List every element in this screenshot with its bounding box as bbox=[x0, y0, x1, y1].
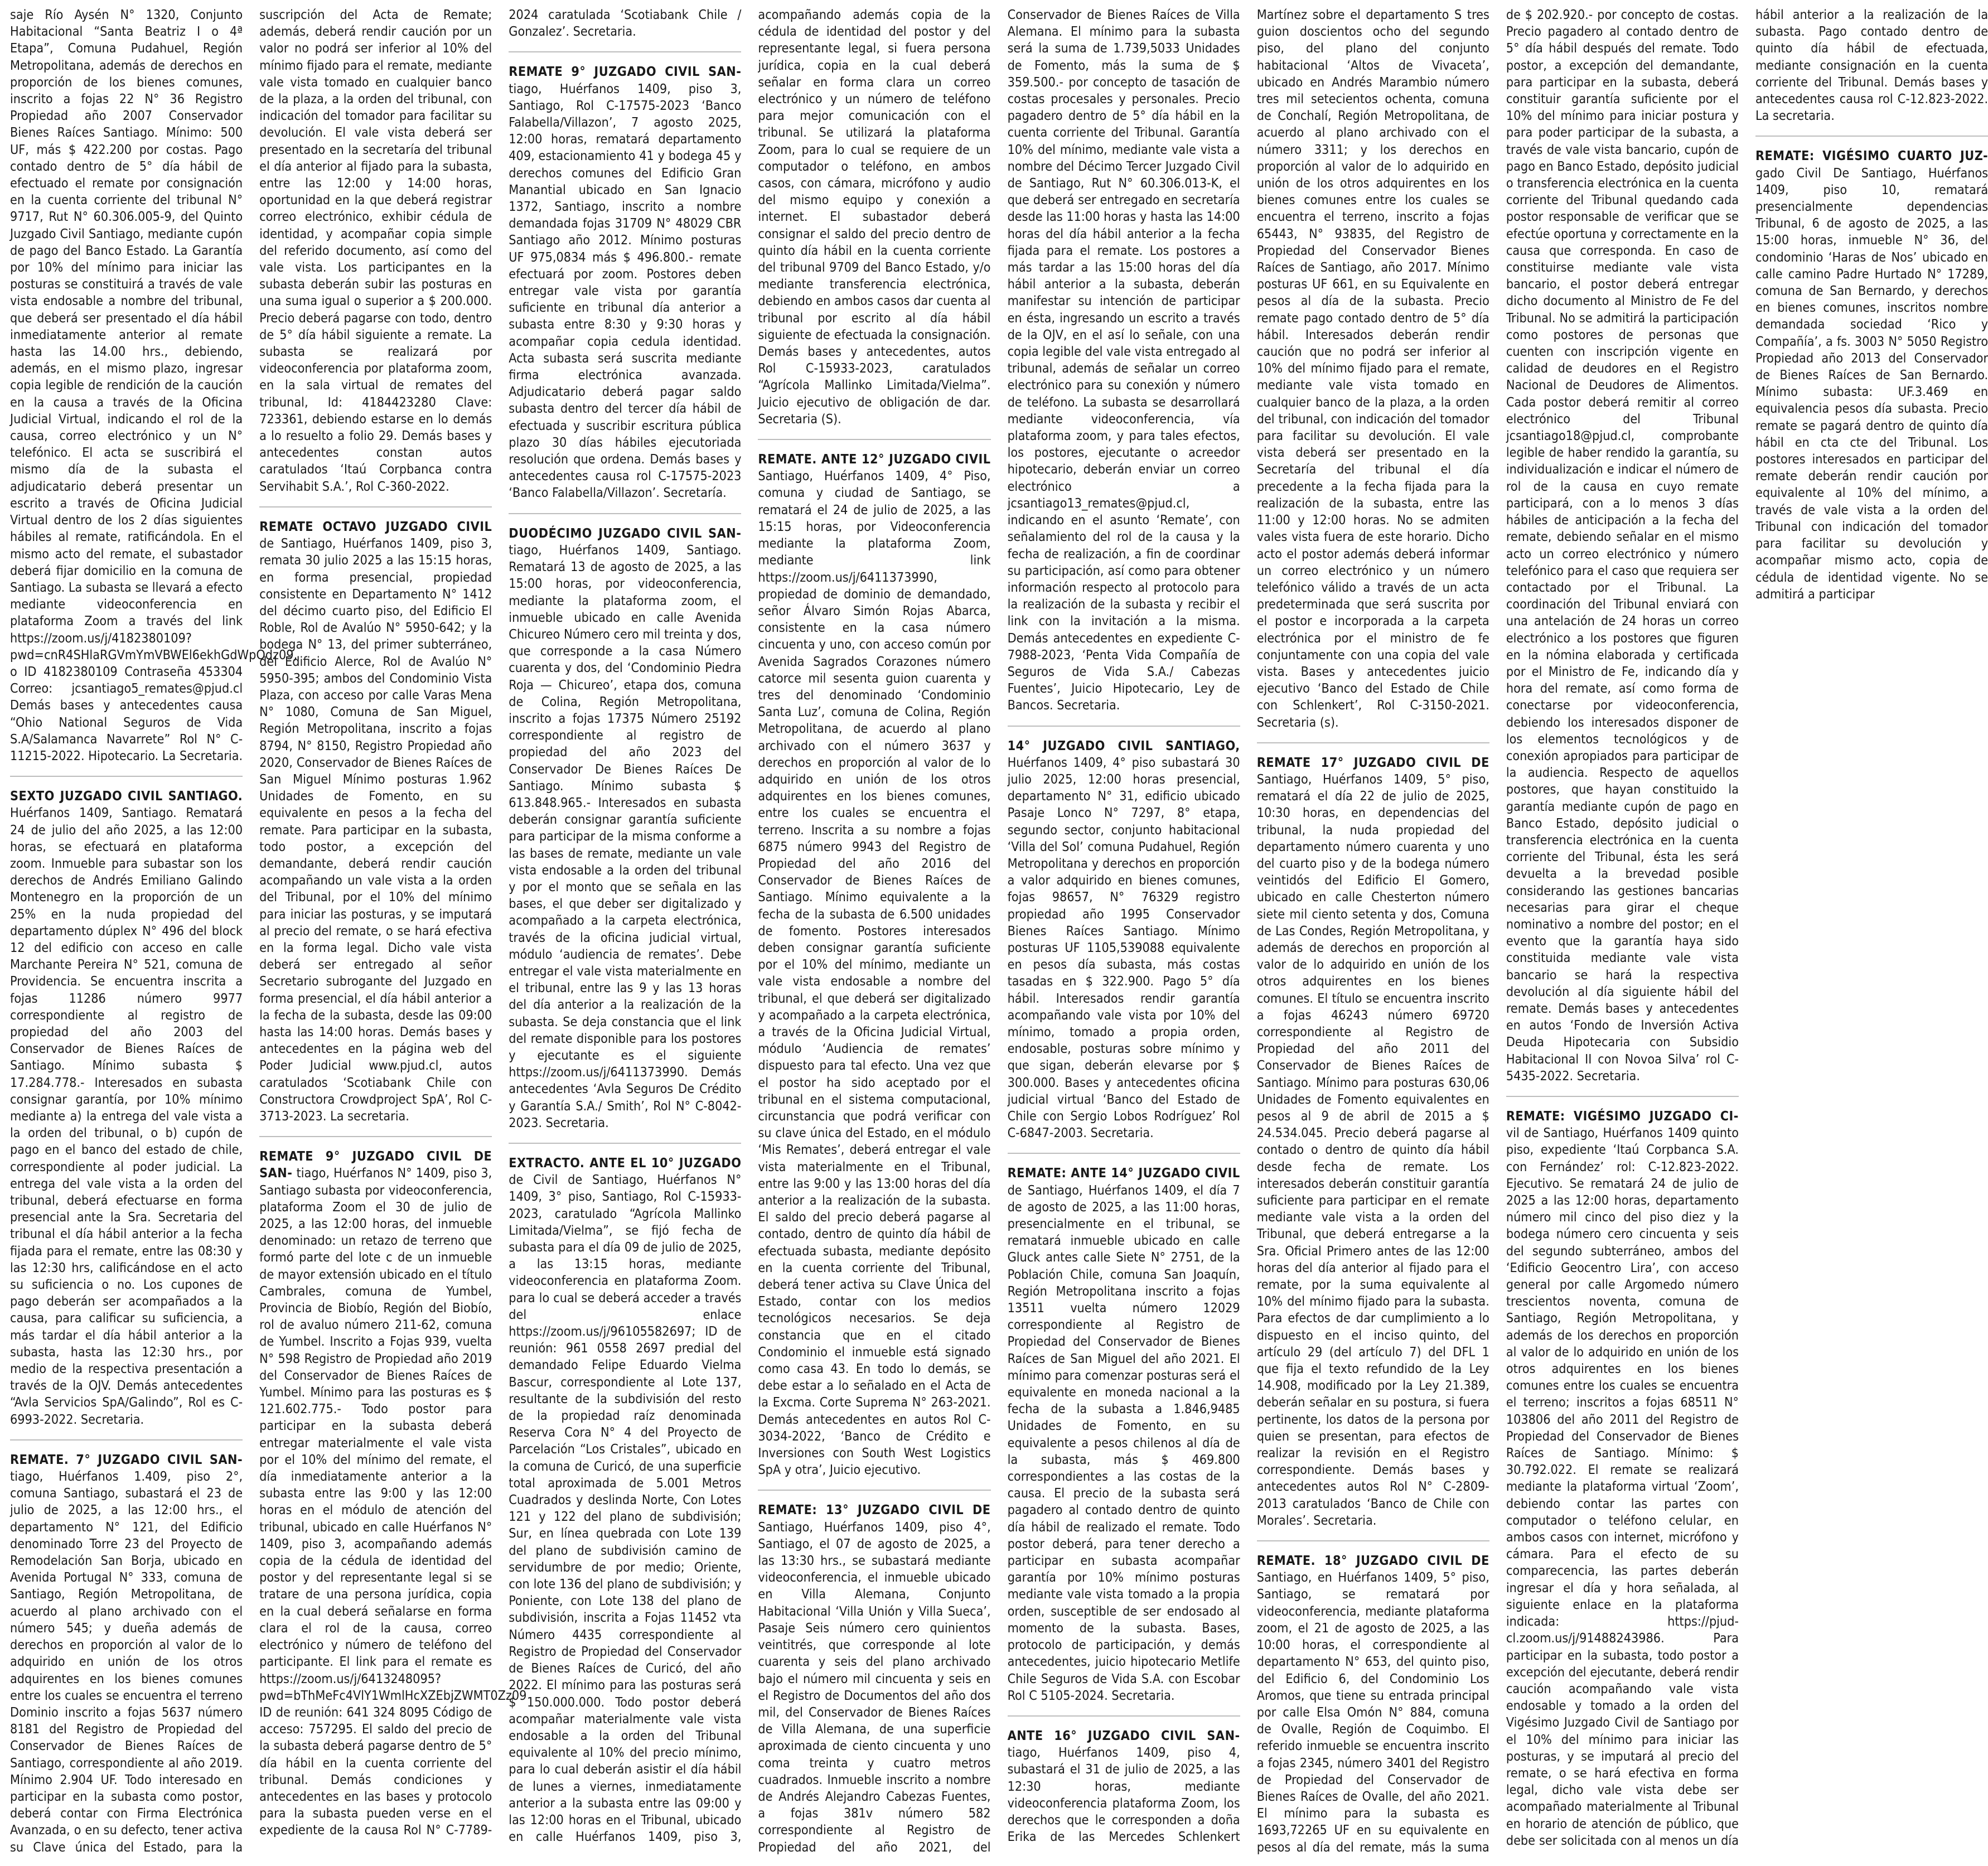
notice-8-body: de Civil de Santiago, Huérfanos N° 1409, 3° piso, Santiago, Rol C-15933-2023, caratulado “Agrícola Mallinko Limitada/Vielma”, se fijó fecha de subasta para el día 09 de julio de 2025, a las 13:15 horas, mediante videoconferencia en plataforma Zoom. para lo cual se deberá acceder a través del enlace https://zoom.us/j/96105582697; ID de reunión: 961 0558 2697 predial del demandado Felipe Eduardo Vielma Bascur, correspondiente al Lote 137, resultante de la subdivisión del resto de la propiedad raíz denominada Reserva Cora N° 4 del Proyecto de Parcelación “Los Cristales”, ubicado en la comuna de Curicó, de una superficie total aproximada de 5.001 Metros Cuadrados y deslinda Norte, Con Lotes 121 y 122 del plano de subdivisión; Sur, en línea quebrada con Lote 139 del plano de subdivisión camino de servidumbre de por medio; Oriente, con lote 136 del plano de subdivisión; y Poniente, con Lote 138 del plano de subdivisión, inscrita a Fojas 11452 vta Número 4435 correspondiente al Registro de Propiedad del Conservador de Bienes Raíces de Curicó, del año 2022. El mínimo para las posturas será $ 150.000.000. Todo postor deberá acompañar materialmente vale vista endosable a la orden del Tribunal equivalente al 10% del precio mínimo, para lo cual deberán asistir el día hábil de lunes a viernes, inmediatamente anterior a la subasta entre las 09:00 y las 12:00 horas en el Tribunal, ubicado en calle Huérfanos 1409, piso 3, acompañando además copia de la cédula de identidad del postor y del representante legal, si fuera persona jurídica, copia en la cual deberá señalar en forma clara un correo electrónico y un número de teléfono para mejor comunicación con el tribunal. Se utilizará la plataforma Zoom, para lo cual se requiere de un computador o teléfono, en ambos casos, con cámara, micrófono y audio del mismo equipo y conexión a internet. El subastador deberá consignar el saldo del precio dentro de quinto día hábil en la cuenta corriente del tribunal 9709 del Banco Estado, y/o mediante transferencia electrónica, debiendo en ambos casos dar cuenta al tribunal por escrito al día hábil siguiente de efectuada la consignación. Demás bases y antecedentes, autos Rol C-15933-2023, caratulados “Agrícola Mallinko Limitada/Vielma”. Juicio ejecutivo de obligación de dar. Secretaria (S). bbox=[509, 7, 991, 1845]
notice-14-body: Santiago, Huérfanos 1409, 5° piso, rematará el día 22 de julio de 2025, 10:30 horas, en dependencias del tribunal, la nuda propiedad del departamento número cuarenta y uno del cuarto piso y de la bodega número veintidós del Edificio El Gomero, ubicado en calle Chesterton número siete mil ciento setenta y dos, Comuna de Las Condes, Región Metropolitana, y además de derechos en proporción al valor de lo adquirido en unión de los otros adquirentes en los bienes comunes. El título se encuentra inscrito a fojas 46243 número 69720 correspondiente al Registro de Propiedad del año 2011 del Conservador de Bienes Raíces de Santiago. Mínimo para posturas 630,06 Unidades de Fomento equivalentes en pesos al 9 de abril de 2015 a $ 24.534.045. Precio deberá pagarse al contado o dentro de quinto día hábil desde fecha de remate. Los interesados deberán constituir garantía suficiente para participar en el remate mediante vale vista a la orden del Tribunal, que deberá entregarse a la Sra. Oficial Primero antes de las 12:00 horas del día anterior al fijado para el remate, por la suma equivalente al 10% del mínimo fijado para la subasta. Para efectos de dar cumplimiento a lo dispuesto en el inciso quinto, del artículo 29 (del artículo 7) del DFL 1 que fija el texto refundido de la Ley 14.908, modificado por la Ley 21.389, deberán señalar en su postura, si fuera pertinente, los datos de la persona por quien se presentan, para efectos de realizar la revisión en el Registro correspondiente. Demás bases y antecedentes autos Rol N° C-2809-2013 caratulados ‘Banco de Chile con Morales’. Secretaria. bbox=[1256, 771, 1489, 1528]
notice-2 bbox=[10, 776, 243, 1428]
notice-5-body: tiago, Huérfanos N° 1409, piso 3, Santiago subasta por videoconferencia, plataforma Zoom el 30 de julio de 2025, a las 12:00 horas, del inmueble denominado: un retazo de terreno que formó parte del lote c de un inmueble de mayor extensión ubicado en el título Cambrales, comuna de Yumbel, Provincia de Biobío, Región del Biobío, rol de avaluo número 211-62, comuna de Yumbel. Inscrito a Fojas 939, vuelta N° 598 Registro de Propiedad año 2019 del Conservador de Bienes Raíces de Yumbel. Mínimo para las posturas es $ 121.602.775.- Todo postor para participar en la subasta deberá entregar materialmente el vale vista por el 10% del mínimo del remate, el día inmediatamente anterior a la subasta entre las 9:00 y las 12:00 horas en el módulo de atención del tribunal, ubicado en calle Huérfanos N° 1409, piso 3, acompañando además copia de la cédula de identidad del postor y del representante legal si se tratare de una persona jurídica, copia en la cual deberá señalarse en forma clara el rol de la causa, correo electrónico y número de teléfono del participante. El link para el remate es https://zoom.us/j/6413248095?pwd=bThMeFc4VlY1WmlHcXZEbjZWMT0Zz09 ID de reunión: 641 324 8095 Código de acceso: 757295. El saldo del precio de la subasta deberá pagarse dentro de 5° día hábil en la cuenta corriente del tribunal. Demás condiciones y antecedentes en las bases y protocolo para la subasta pueden verse en el expediente de la causa Rol N° C-7789-2024 caratulada ‘Scotiabank Chile / Gonzalez’. Secretaria. bbox=[259, 7, 742, 1838]
notice-17 bbox=[1755, 136, 1988, 602]
notice-15-body: Santiago, en Huérfanos 1409, 5° piso, Santiago, se rematará por videoconferencia, mediante plataforma zoom, el 21 de agosto de 2025, a las 10:00 horas, el correspondiente al departamento N° 653, del quinto piso, del Edificio 6, del Condominio Los Aromos, que tiene su entrada principal por calle Elsa Omón N° 884, comuna de Ovalle, Región de Coquimbo. El referido inmueble se encuentra inscrito a fojas 2345, número 3401 del Registro de Propiedad del Conservador de Bienes Raíces de Ovalle, del año 2021. El mínimo para la subasta es 1693,72265 UF en su equivalente en pesos al día del remate, más la suma de $ 202.920.- por concepto de costas. Precio pagadero al contado dentro de 5° día hábil después del remate. Todo postor, a excepción del demandante, para participar en la subasta, deberá constituir garantía suficiente por el 10% del mínimo para iniciar postura y para poder participar de la subasta, a través de vale vista bancario, cupón de pago en Banco Estado, depósito judicial o transferencia electrónica en la cuenta corriente del Tribunal quedando cada postor responsable de verificar que se efectúe oportuna y correctamente en la causa que corresponda. En caso de constituirse mediante vale vista bancario, el postor deberá entregar dicho documento al Ministro de Fe del Tribunal. No se admitirá la participación como postores de personas que cuenten con inscripción vigente en calidad de deudores en el Registro Nacional de Deudores de Alimentos. Cada postor deberá remitir al correo electrónico del Tribunal jcsantiago18@pjud.cl, comprobante legible de haber rendido la garantía, su individualización e indicar el número de rol de la causa en cuyo remate participará, con a lo menos 3 días hábiles de anticipación a la fecha del remate, debiendo señalar en el mismo acto un correo electrónico y número telefónico para el caso que requiera ser contactado por el Tribunal. La coordinación del Tribunal enviará con una antelación de 24 horas un correo electrónico a los postores que figuren en la nómina elaborada y certificada por el Ministro de Fe, indicando día y hora del remate, así como forma de conectarse por videoconferencia, debiendo los interesados disponer de los elementos tecnológicos y de conexión apropiados para participar de la audiencia. Respecto de aquellos postores, que hayan constituido la garantía mediante cupón de pago en Banco Estado, depósito judicial o transferencia electrónica en la cuenta corriente del Tribunal, ésta les será devuelta a la brevedad posible considerando las gestiones bancarias necesarias para girar el cheque nominativo a nombre del postor; en el evento que la garantía haya sido constituida mediante vale vista bancario se hará la respectiva devolución al día siguiente hábil del remate. Demás bases y antecedentes en autos ‘Fondo de Inversión Activa Deuda Hipotecaria con Subsidio Habitacional II con Novoa Silva’ rol C-5435-2022. Secretaria. bbox=[1256, 7, 1739, 1855]
notice-17-body: gado Civil De Santiago, Huérfanos 1409, piso 10, rematará presencialmente dependencias Tribunal, 6 de agosto de 2025, a las 15:00 horas, inmueble N° 36, del condominio ‘Haras de Nos’ ubicado en calle camino Padre Hurtado N° 17289, comuna de San Bernardo, y derechos en bienes comunes, inscritos nombre demandada sociedad ‘Rico y Compañía’, a fs. 3003 N° 5050 Registro Propiedad año 2013 del Conservador de Bienes Raíces de San Bernardo. Mínimo subasta: UF.3.469 en equivalencia pesos día subasta. Precio remate se pagará dentro de quinto día hábil en cta cte del Tribunal. Los postores interesados en participar del remate deberán rendir caución por equivalente al 10% del mínimo, a través de vale vista a la orden del Tribunal con indicación del tomador para facilitar su devolución y acompañar mismo acto, copia de cédula de identidad vigente. No se admitirá a participar bbox=[1755, 165, 1988, 602]
notice-7-body: tiago, Huérfanos 1409, Santiago. Rematará 13 de agosto de 2025, a las 15:00 horas, por videoconferencia, mediante la plataforma zoom, el inmueble ubicado en calle Avenida Chicureo Número cero mil treinta y dos, que corresponde a la casa Número cuarenta y dos, del ‘Condominio Piedra Roja — Chicureo’, etapa dos, comuna de Colina, Región Metropolitana, inscrito a fojas 17375 Número 25192 correspondiente al registro de propiedad del año 2023 del Conservador De Bienes Raíces De Santiago. Mínimo subasta $ 613.848.965.- Interesados en subasta deberán consignar garantía suficiente para participar de la misma conforme a las bases de remate, mediante un vale vista endosable a la orden del tribunal y por el monto que se señala en las bases, el que deber ser digitalizado y acompañado a la carpeta electrónica, través de la oficina judicial virtual, módulo ‘audiencia de remates’. Debe entregar el vale vista materialmente en el tribunal, entre las 9 y las 13 horas del día anterior a la realización de la subasta. Se deja constancia que el link del remate disponible para los postores y ejecutante es el siguiente https://zoom.us/j/6411373990. Demás antecedentes ‘Avla Seguros De Crédito y Garantía S.A./ Smith’, Rol N° C-8042-2023. Secretaria. bbox=[509, 542, 742, 1130]
notice-6-heading: REMATE 9° JUZGADO CIVIL SAN- bbox=[509, 64, 742, 80]
notice-12-heading: REMATE: ANTE 14° JUZGADO CIVIL bbox=[1007, 1166, 1240, 1181]
notice-4-text bbox=[259, 519, 492, 1125]
notice-15-heading: REMATE. 18° JUZGADO CIVIL DE bbox=[1256, 1553, 1489, 1569]
notice-12 bbox=[1008, 1153, 1240, 1704]
notice-3-body: tiago, Huérfanos 1.409, piso 2°, comuna Santiago, subastará el 23 de julio de 2025, a las 12:00 hrs., el departamento N° 121, del Edificio denominado Torre 23 del Proyecto de Remodelación San Borja, ubicado en Avenida Portugal N° 333, comuna de Santiago, Región Metropolitana, de acuerdo al plano archivado con el número 545; y dueña además de derechos en proporción al valor de lo adquirido en unión de los otros adquirentes en los bienes comunes entre los cuales se encuentra el terreno Dominio inscrito a fojas 5637 número 8181 del Registro de Propiedad del Conservador de Bienes Raíces de Santiago, correspondiente al año 2019. Mínimo 2.904 UF. Todo interesado en participar en la subasta como postor, deberá contar con Firma Electrónica Avanzada, o en su defecto, tener activa su Clave única del Estado, para la suscripción del Acta de Remate; además, deberá rendir caución por un valor no podrá ser inferior al 10% del mínimo fijado para el remate, mediante vale vista tomado en cualquier banco de la plaza, a la orden del tribunal, con indicación del tomador para facilitar su devolución. El vale vista deberá ser presentado en la secretaría del tribunal el día anterior al fijado para la subasta, entre las 12:00 y 14:00 horas, oportunidad en la que deberá registrar correo electrónico, exhibir cédula de identidad, y acompañar copia simple del referido documento, así como del vale vista. Los participantes en la subasta deberán subir las posturas en una suma igual o superior a $ 200.000. Precio deberá pagarse con todo, dentro de 5° día hábil siguiente a remate. La subasta se realizará por videoconferencia por plataforma zoom, en la sala virtual de remates del tribunal, Id: 4184423280 Clave: 723361, debiendo estarse en lo demás a lo resuelto a folio 29. Demás bases y antecedentes constan autos caratulados ‘Itaú Corpbanca contra Servihabit S.A.’, Rol C-360-2022. bbox=[10, 7, 492, 1855]
notice-7-heading: DUODÉCIMO JUZGADO CIVIL SAN- bbox=[509, 525, 742, 541]
notice-7-text bbox=[509, 525, 741, 1132]
notice-14 bbox=[1257, 742, 1489, 1529]
notice-5-heading: REMATE 9° JUZGADO CIVIL DE SAN- bbox=[259, 1149, 492, 1181]
notice-2-text bbox=[10, 788, 243, 1428]
notice-11-text bbox=[1008, 738, 1240, 1142]
classified-columns bbox=[10, 7, 1988, 1858]
notice-4-body: de Santiago, Huérfanos 1409, piso 3, remata 30 julio 2025 a las 15:15 horas, en forma presencial, propiedad consistente en Departamento N° 1412 del décimo cuarto piso, del Edificio El Roble, Rol de Avalúo N° 5950-642; y la bodega N° 13, del primer subterráneo, del Edificio Alerce, Rol de Avalúo N° 5950-395; ambos del Condominio Vista Plaza, con acceso por calle Varas Mena N° 1080, Comuna de San Miguel, Región Metropolitana, inscrito a fojas 8794, N° 8150, Registro Propiedad año 2020, Conservador de Bienes Raíces de San Miguel Mínimo posturas 1.962 Unidades de Fomento, en su equivalente en pesos a la fecha del remate. Para participar en la subasta, todo postor, a excepción del demandante, deberá rendir caución acompañando un vale vista a la orden del Tribunal, por el 10% del mínimo para iniciar las posturas, y se imputará al precio del remate, o se hará efectiva en la forma legal. Dicho vale vista deberá ser entregado al señor Secretario subrogante del Juzgado en forma presencial, el día hábil anterior a la fecha de la subasta, desde las 09:00 hasta las 14:00 horas. Demás bases y antecedentes en la página web del Poder Judicial www.pjud.cl, autos caratulados ‘Scotiabank Chile con Constructora Crowdproject SpA’, Rol C-3713-2023. La secretaria. bbox=[259, 536, 492, 1124]
notice-16-heading: REMATE: VIGÉSIMO JUZGADO CI- bbox=[1506, 1109, 1739, 1124]
notice-4 bbox=[259, 506, 492, 1125]
notice-17-heading: REMATE: VIGÉSIMO CUARTO JUZ- bbox=[1755, 148, 1988, 164]
notice-9-heading: REMATE. ANTE 12° JUZGADO CIVIL bbox=[758, 452, 991, 467]
notice-4-heading: REMATE OCTAVO JUZGADO CIVIL bbox=[259, 519, 492, 534]
notice-3-heading: REMATE. 7° JUZGADO CIVIL SAN- bbox=[10, 1452, 243, 1467]
notice-2-body: Huérfanos 1409, Santiago. Rematará 24 de julio del año 2025, a las 12:00 horas, se efectuará en plataforma zoom. Inmueble para subastar son los derechos de Andrés Emiliano Galindo Montenegro en la proporción de un 25% en la nuda propiedad del departamento dúplex N° 496 del block 12 del edificio con acceso en calle Marchante Pereira N° 521, comuna de Providencia. Se encuentra inscrita a fojas 11286 número 9977 correspondiente al registro de propiedad del año 2003 del Conservador de Bienes Raíces de Santiago. Mínimo subasta $ 17.284.778.- Interesados en subasta consignar garantía, por 10% mínimo mediante a) la entrega del vale vista a la orden del tribunal, o b) cupón de pago en el banco del estado de chile, correspondiente al poder judicial. La entrega del vale vista a la orden del tribunal, deberá efectuarse en forma presencial ante la Sra. Secretaria del tribunal el día hábil anterior a la fecha fijada para el remate, entre las 08:30 y las 12:30 hrs, calificándose en el acto su suficiencia o no. Los cupones de pago deberán ser acompañados a la causa, para calificar su suficiencia, a más tardar el día hábil anterior a la subasta, hasta las 12:30 hrs., por medio de la respectiva presentación a través de la OJV. Demás antecedentes “Avla Servicios SpA/Galindo”, Rol es C-6993-2022. Secretaria. bbox=[10, 805, 243, 1427]
notice-16-body: vil de Santiago, Huérfanos 1409 quinto piso, expediente ‘Itaú Corpbanca S.A. con Fernández’ rol: C-12.823-2022. Ejecutivo. Se rematará 24 de julio de 2025 a las 12:00 horas, departamento número mil cinco del piso diez y la bodega número cero cincuenta y seis del segundo subterráneo, ambos del ‘Edificio Geocentro Lira’, con acceso general por calle Argomedo número trescientos noventa, comuna de Santiago, Región Metropolitana, y además de los derechos en proporción al valor de lo adquirido en unión de los otros adquirentes en los bienes comunes entre los cuales se encuentra el terreno; inscritos a fojas 68511 N° 103806 del año 2011 del Registro de Propiedad del Conservador de Bienes Raíces de Santiago. Mínimo: $ 30.792.022. El remate se realizará mediante la plataforma virtual ‘Zoom’, debiendo contar las partes con computador o teléfono celular, en ambos casos con internet, micrófono y cámara. Para el efecto de su comparecencia, las partes deberán ingresar el día y hora señalada, al siguiente enlace en la plataforma indicada: https://pjud-cl.zoom.us/j/91488243986. Para participar en la subasta, todo postor a excepción del ejecutante, deberá rendir caución acompañando vale vista endosable y tomado a la orden del Vigésimo Juzgado Civil de Santiago por el 10% del mínimo para iniciar las posturas, y se imputará al precio del remate, o se hará efectiva en forma legal, dicho vale vista debe ser acompañado materialmente al Tribunal en horario de atención de público, que debe ser solicitada con al menos un día hábil anterior a la realización de la subasta. Pago contado dentro de quinto día hábil de efectuada, mediante consignación en la cuenta corriente del Tribunal. Demás bases y antecedentes causa rol C-12.823-2022. La secretaria. bbox=[1506, 7, 1988, 1848]
notice-6-body: tiago, Huérfanos 1409, piso 3, Santiago, Rol C-17575-2023 ‘Banco Falabella/Villazon’, 7 agosto 2025, 12:00 horas, rematará departamento 409, estacionamiento 41 y bodega 45 y derechos comunes del Edificio Gran Manantial ubicado en San Ignacio 1372, Santiago, inscrito a nombre demandada fojas 31709 N° 48029 CBR Santiago año 2012. Mínimo posturas UF 975,0834 más $ 496.800.- remate efectuará por zoom. Postores deben entregar vale vista por garantía suficiente en tribunal día anterior a subasta entre 8:30 y 9:30 horas y acompañar copia cedula identidad. Acta subasta será suscrita mediante firma electrónica avanzada. Adjudicatario deberá pagar saldo subasta dentro del tercer día hábil de efectuada y suscribir escritura pública plazo 30 días hábiles ejecutoriada resolución que ordena. Demás bases y antecedentes causa rol C-17575-2023 ‘Banco Falabella/Villazon’. Secretaría. bbox=[509, 81, 742, 501]
notice-8-heading: EXTRACTO. ANTE EL 10° JUZGADO bbox=[509, 1156, 742, 1171]
notice-9-body: Santiago, Huérfanos 1409, 4° Piso, comuna y ciudad de Santiago, se rematará el 24 de julio de 2025, a las 15:15 horas, por Videoconferencia mediante la plataforma Zoom, mediante link https://zoom.us/j/6411373990, propiedad de dominio de demandado, señor Álvaro Simón Rojas Abarca, consistente en la casa número cincuenta y uno, con acceso común por Avenida Sagrados Corazones número catorce mil sesenta guion cuarenta y tres del denominado ‘Condominio Santa Luz’, comuna de Colina, Región Metropolitana, de acuerdo al plano archivado con el número 3637 y derechos en proporción al valor de lo adquirido en unión de los otros adquirentes en los bienes comunes, entre los cuales se encuentra el terreno. Inscrita a su nombre a fojas 6875 número 9943 del Registro de Propiedad del año 2016 del Conservador de Bienes Raíces de Santiago. Mínimo equivalente a la fecha de la subasta de 6.500 unidades de fomento. Postores interesados deben consignar garantía suficiente por el 10% del mínimo, mediante un vale vista endosable a nombre del tribunal, el que deberá ser digitalizado y acompañado a la carpeta electrónica, a través de la Oficina Judicial Virtual, módulo ‘Audiencia de remates’ dispuesto para tal efecto. Una vez que el postor ha sido aceptado por el tribunal en el sistema computacional, circunstancia que podrá verificar con su clave única del Estado, en el módulo ‘Mis Remates’, deberá entregar el vale vista materialmente en el Tribunal, entre las 9:00 y las 13:00 horas del día anterior a la realización de la subasta. El saldo del precio deberá pagarse al contado, dentro de quinto día hábil de efectuada subasta, mediante depósito en la cuenta corriente del Tribunal, deberá tener activa su Clave Única del Estado, contar con los medios tecnológicos necesarios. Se deja constancia que en el citado Condominio el inmueble está signado como casa 43. En todo lo demás, se debe estar a lo señalado en el Acta de la Excma. Corte Suprema N° 263-2021. Demás antecedentes en autos Rol C-3034-2022, ‘Banco de Crédito e Inversiones con South West Logistics SpA y otra’, Juicio ejecutivo. bbox=[758, 468, 991, 1478]
notice-6-text bbox=[509, 64, 741, 501]
notice-12-text bbox=[1008, 1165, 1240, 1704]
notice-12-body: de Santiago, Huérfanos 1409, el día 7 de agosto de 2025, a las 11:00 horas, presencialmente en el tribunal, se rematará inmueble ubicado en calle Gluck antes calle Siete N° 2751, de la Población Chile, comuna San Joaquín, Región Metropolitana inscrito a fojas 13511 vuelta número 12029 correspondiente al Registro de Propiedad del Conservador de Bienes Raíces de San Miguel del año 2021. El mínimo para comenzar posturas será el equivalente en moneda nacional a la fecha de la subasta a 1.846,9485 Unidades de Fomento, en su equivalente a pesos chilenos al día de la subasta, más $ 469.800 correspondientes a las costas de la causa. El precio de la subasta será pagadero al contado dentro de quinto día hábil de realizado el remate. Todo postor deberá, para tener derecho a participar en subasta acompañar garantía por 10% mínimo posturas mediante vale vista tomado a la propia orden, susceptible de ser endosado al momento de la subasta. Bases, protocolo de participación, y demás antecedentes, juicio hipotecario Metlife Chile Seguros de Vida S.A. con Escobar Rol C 5105-2024. Secretaria. bbox=[1007, 1182, 1240, 1703]
notice-14-heading: REMATE 17° JUZGADO CIVIL DE bbox=[1256, 755, 1489, 770]
notice-11-heading: 14° JUZGADO CIVIL SANTIAGO, bbox=[1007, 738, 1240, 753]
notice-1-text bbox=[10, 7, 298, 765]
notice-11 bbox=[1008, 726, 1240, 1142]
notice-10-body: Santiago, Huérfanos 1409, piso 4°, Santiago, el 07 de agosto de 2025, a las 13:30 hrs., se subastará mediante videoconferencia, el inmueble ubicado en Villa Alemana, Conjunto Habitacional ‘Villa Unión y Villa Sueca’, Pasaje Seis número cero quinientos veintitrés, que corresponde al lote cuarenta y seis del plano archivado bajo el número mil cincuenta y seis en el Registro de Documentos del año dos mil, del Conservador de Bienes Raíces de Villa Alemana, de una superficie aproximada de ciento cincuenta y uno coma treinta y cuatro metros cuadrados. Inmueble inscrito a nombre de Andrés Alejandro Cabezas Fuentes, a fojas 381v número 582 correspondiente al Registro de Propiedad del año 2021, del Conservador de Bienes Raíces de Villa Alemana. El mínimo para la subasta será la suma de 1.739,5033 Unidades de Fomento, más la suma de $ 359.500.- por concepto de tasación de costas procesales y personales. Precio pagadero dentro de 5° día hábil en la cuenta corriente del Tribunal. Garantía 10% del mínimo, mediante vale vista a nombre del Décimo Tercer Juzgado Civil de Santiago, Rut N° 60.306.013-K, el que deberá ser entregado en secretaría desde las 11:00 horas y hasta las 14:00 horas del día hábil anterior a la fecha fijada para el remate. Los postores a más tardar a las 15:00 horas del día hábil anterior a la subasta, deberán manifestar su intención de participar en ésta, ingresando un escrito a través de la OJV, en el así lo señale, con una copia legible del vale vista entregado al tribunal, además de señalar un correo electrónico para su conexión y número de teléfono. La subasta se desarrollará mediante videoconferencia, vía plataforma zoom, y para tales efectos, los postores, ejecutante o acreedor hipotecario, deberán enviar un correo electrónico a jcsantiago13_remates@pjud.cl, indicando en el asunto ‘Remate’, con señalamiento del rol de la causa y la fecha de realización, a fin de coordinar su participación, así como para obtener información respecto al protocolo para la realización de la subasta y recibir el link con la invitación a la misma. Demás antecedentes en expediente C-7988-2023, ‘Penta Vida Compañía de Seguros de Vida S.A./ Cabezas Fuentes’, Juicio Hipotecario, Ley de Bancos. Secretaria. bbox=[758, 7, 1240, 1855]
notice-11-body: Huérfanos 1409, 4° piso subastará 30 julio 2025, 12:00 horas presencial, departamento N° 31, edificio ubicado Pasaje Lonco N° 7297, 8° etapa, segundo sector, conjunto habitacional ‘Villa del Sol’ comuna Pudahuel, Región Metropolitana y derechos en proporción a valor adquirido en bienes comunes, fojas 98657, N° 76329 registro propiedad año 1995 Conservador Bienes Raíces Santiago. Mínimo posturas UF 1105,539088 equivalente en pesos día subasta, más costas tasadas en $ 322.900. Pago 5° día hábil. Interesados rendir garantía acompañando vale vista por 10% del mínimo, tomado a propia orden, endosable, posturas sobre mínimo y que sigan, deberán elevarse por $ 300.000. Bases y antecedentes oficina judicial virtual ‘Banco del Estado de Chile con Sergio Lobos Rodríguez’ Rol C-6847-2003. Secretaria. bbox=[1007, 755, 1240, 1141]
notice-14-text bbox=[1257, 755, 1489, 1529]
notice-2-heading: SEXTO JUZGADO CIVIL SANTIAGO. bbox=[10, 789, 243, 804]
notice-13-heading: ANTE 16° JUZGADO CIVIL SAN- bbox=[1007, 1728, 1240, 1743]
notice-1-body: saje Río Aysén N° 1320, Conjunto Habitacional “Santa Beatriz I o 4ª Etapa”, Comuna Pudahuel, Región Metropolitana, además de derechos en proporción de los bienes comunes, inscrito a fojas 22 N° 36 Registro Propiedad año 2007 Conservador Bienes Raíces Santiago. Mínimo: 500 UF, más $ 422.200 por costas. Pago contado dentro de 5° día hábil de efectuado el remate por consignación en la cuenta corriente del tribunal N° 9717, Rut N° 60.306.005-9, del Quinto Juzgado Civil Santiago, mediante cupón de pago del Banco Estado. La Garantía por 10% del mínimo para iniciar las posturas se constituirá a través de vale vista endosable a nombre del tribunal, que deberá ser presentado el día hábil inmediatamente anterior al remate hasta las 14.00 hrs., debiendo, además, en el mismo plazo, ingresar copia legible de rendición de la caución en la causa a través de la Oficina Judicial Virtual, indicando el rol de la causa, correo electrónico y un N° telefónico. El acta se suscribirá el mismo día de la subasta el adjudicatario deberá presentar un escrito a través de Oficina Judicial Virtual dentro de los 2 días siguientes hábiles al remate, ratificándola. En el mismo acto del remate, el subastador deberá fijar domicilio en la comuna de Santiago. La subasta se llevará a efecto mediante videoconferencia en plataforma Zoom a través del link https://zoom.us/j/4182380109?pwd=cnR4SHlaRGVmYmVBWEl6ekhGdWpOdz09, o ID 4182380109 Contraseña 453304 Correo: jcsantiago5_remates@pjud.cl Demás bases y antecedentes causa “Ohio National Seguros de Vida S.A/Salamanca Navarrete” Rol N° C-11215-2022. Hipotecario. La Secretaria. bbox=[10, 7, 298, 763]
notice-1 bbox=[10, 7, 298, 765]
notice-13-body: tiago, Huérfanos 1409, piso 4, subastará el 31 de julio de 2025, a las 12:30 horas, mediante videoconferencia plataforma Zoom, los derechos que le corresponden a doña Erika de las Mercedes Schlenkert Martínez sobre el departamento S tres guion doscientos ocho del segundo piso, del plano del conjunto habitacional ‘Altos de Vivaceta’, ubicado en Andrés Marambio número tres mil setecientos ochenta, comuna de Conchalí, Región Metropolitana, de acuerdo al plano archivado con el número 3311; y los derechos en proporción al valor de lo adquirido en unión de los otros adquirentes en los bienes comunes entre los cuales se encuentra el terreno, inscrito a fojas 65443, N° 93835, del Registro de Propiedad del Conservador Bienes Raíces de Santiago, año 2017. Mínimo posturas UF 661, en su Equivalente en pesos al día de la subasta. Precio remate pago contado dentro de 5° día hábil. Interesados deberán rendir caución que no podrá ser inferior al 10% del mínimo fijado para el remate, mediante vale vista tomado en cualquier banco de la plaza, a la orden del tribunal, con indicación del tomador para facilitar su devolución. El vale vista deberá ser presentado en la Secretaría del tribunal el día precedente a la fecha fijada para la realización de la subasta, entre las 11:00 y 12:00 horas. No se admiten vales vista fuera de este horario. Dicho acto el postor además deberá informar un correo electrónico y un número telefónico válido a través de un acta predeterminada que será suscrita por el postor e incorporada a la carpeta electrónica por el ministro de fe conjuntamente con una copia del vale vista. Bases y antecedentes juicio ejecutivo ‘Banco del Estado de Chile con Schlenkert’, Rol C-3150-2021. Secretaria (s). bbox=[1007, 7, 1489, 1845]
notice-6 bbox=[509, 51, 741, 501]
notice-9 bbox=[758, 439, 990, 1478]
notice-9-text bbox=[758, 451, 990, 1478]
notice-10-heading: REMATE: 13° JUZGADO CIVIL DE bbox=[758, 1502, 991, 1518]
notice-17-text bbox=[1755, 148, 1988, 602]
notice-7 bbox=[509, 513, 741, 1132]
